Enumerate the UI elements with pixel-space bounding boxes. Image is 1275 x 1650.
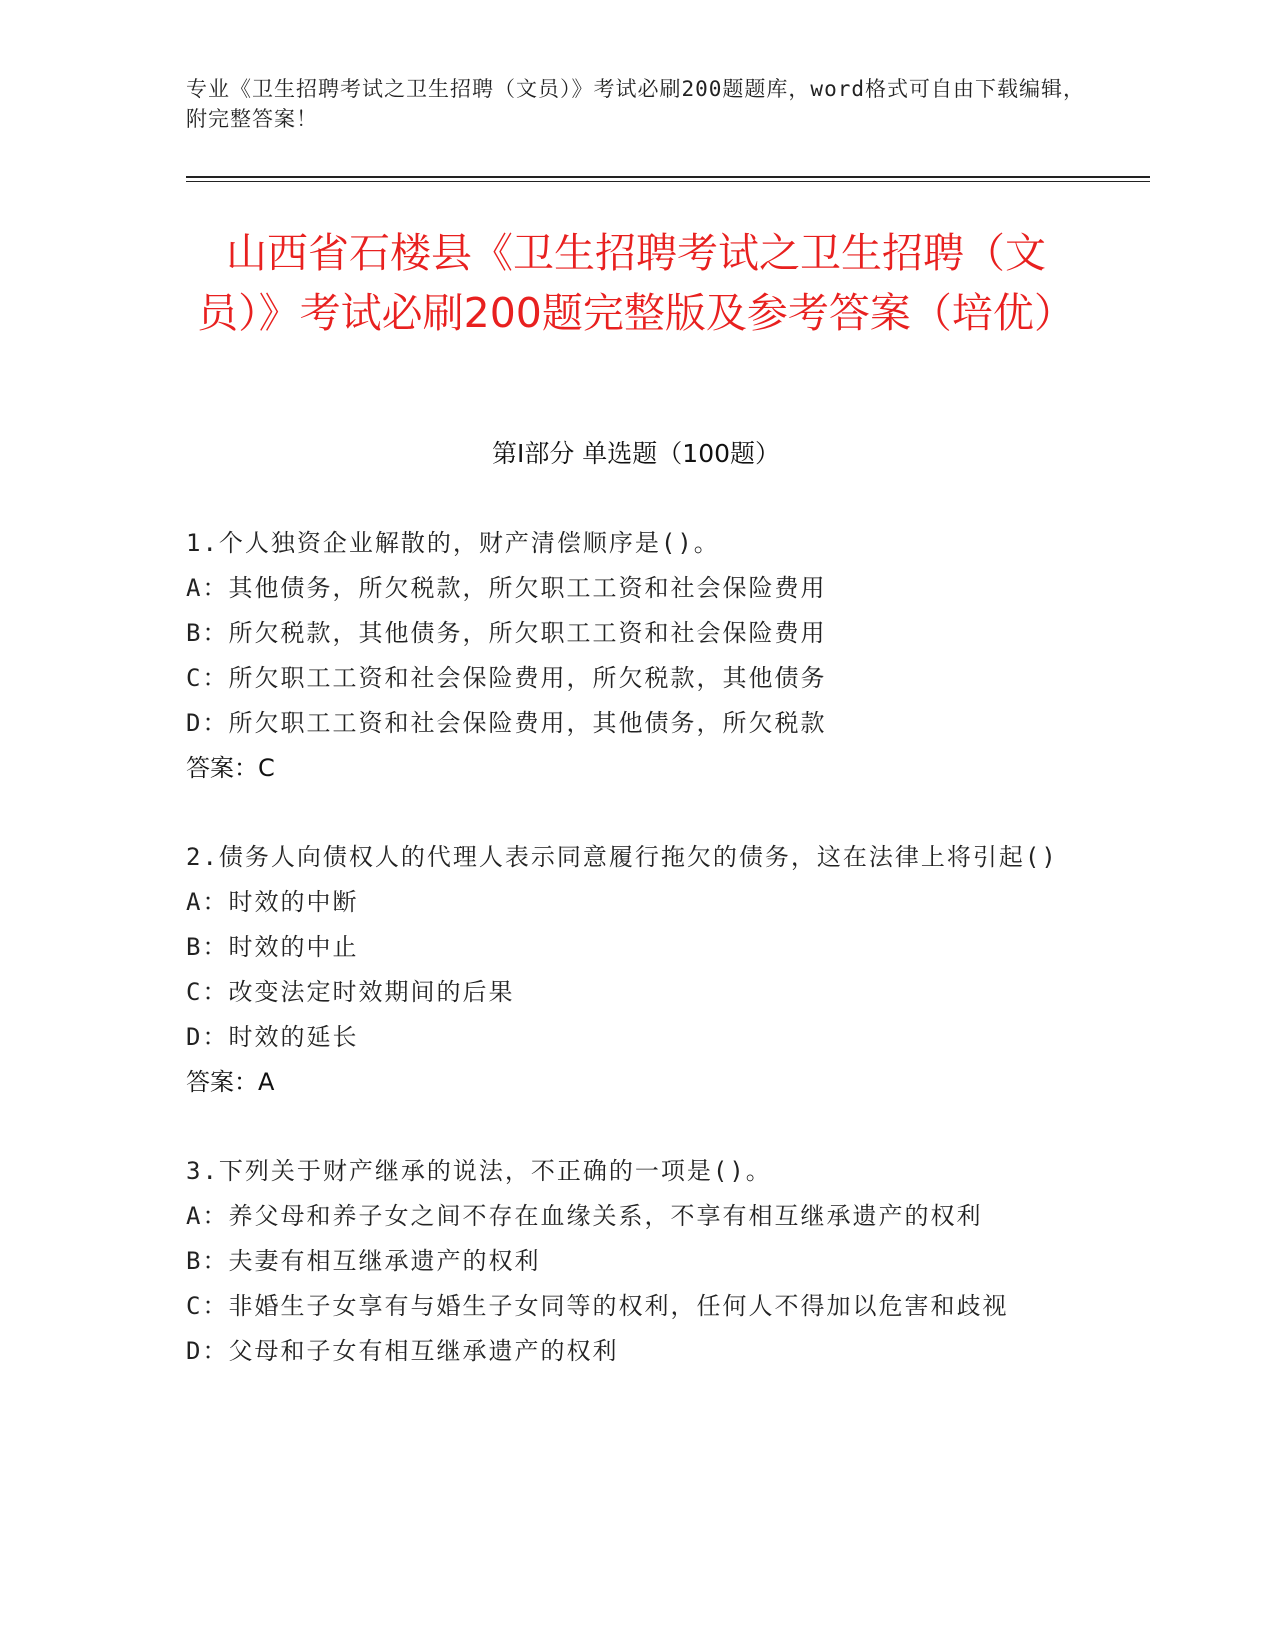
answer: 答案：A — [186, 1068, 275, 1096]
answer: 答案：C — [186, 754, 275, 782]
option-a: A：养父母和养子女之间不存在血缘关系，不享有相互继承遗产的权利 — [186, 1202, 983, 1230]
option-b: B：夫妻有相互继承遗产的权利 — [186, 1247, 541, 1275]
option-a: A：时效的中断 — [186, 888, 359, 916]
question-3 — [186, 1149, 1076, 1374]
option-a: A：其他债务，所欠税款，所欠职工工资和社会保险费用 — [186, 574, 827, 602]
question-list — [186, 521, 1076, 1418]
header-rule-thick — [186, 176, 1150, 178]
question-stem: 2.债务人向债权人的代理人表示同意履行拖欠的债务，这在法律上将引起() — [186, 843, 1058, 871]
question-2 — [186, 835, 1076, 1105]
option-c: C：所欠职工工资和社会保险费用，所欠税款，其他债务 — [186, 664, 827, 692]
section-heading: 第I部分 单选题（100题） — [491, 439, 781, 468]
header-note: 专业《卫生招聘考试之卫生招聘（文员）》考试必刷200题题库，word格式可自由下载编辑，附完整答案！ — [186, 77, 1085, 131]
option-d: D：所欠职工工资和社会保险费用，其他债务，所欠税款 — [186, 709, 827, 737]
option-c: C：改变法定时效期间的后果 — [186, 978, 515, 1006]
question-stem: 3.下列关于财产继承的说法，不正确的一项是()。 — [186, 1157, 772, 1185]
question-stem: 1.个人独资企业解散的，财产清偿顺序是()。 — [186, 529, 720, 557]
header-rule-thin — [186, 181, 1150, 182]
document-title: 山西省石楼县《卫生招聘考试之卫生招聘（文员）》考试必刷200题完整版及参考答案（培优） — [197, 229, 1075, 337]
option-d: D：父母和子女有相互继承遗产的权利 — [186, 1337, 619, 1365]
option-c: C：非婚生子女享有与婚生子女同等的权利，任何人不得加以危害和歧视 — [186, 1292, 1009, 1320]
option-b: B：所欠税款，其他债务，所欠职工工资和社会保险费用 — [186, 619, 827, 647]
question-1 — [186, 521, 1076, 791]
option-b: B：时效的中止 — [186, 933, 359, 961]
option-d: D：时效的延长 — [186, 1023, 359, 1051]
